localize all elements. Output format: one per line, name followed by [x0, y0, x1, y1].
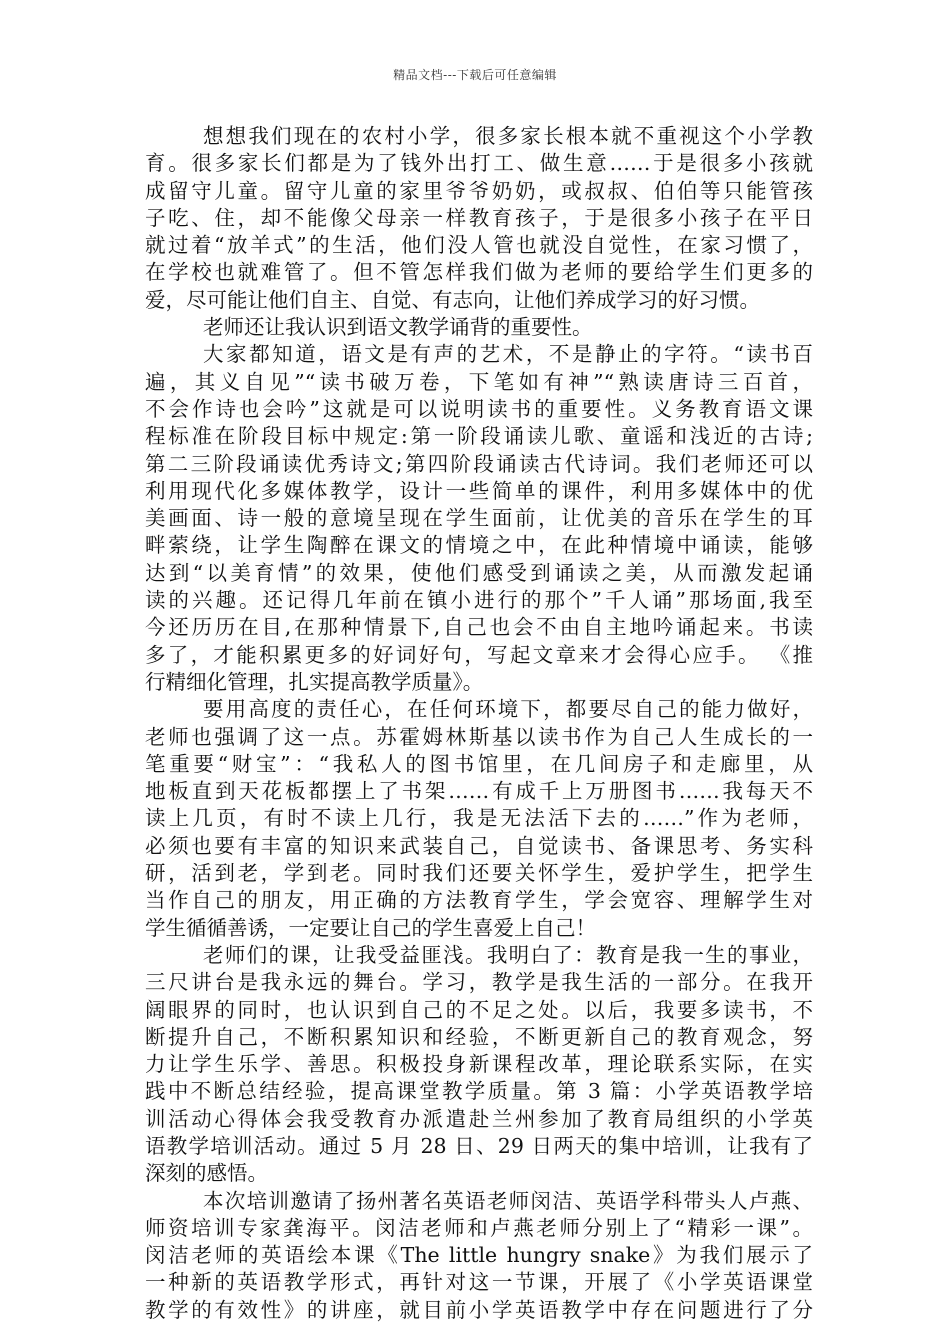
text-line: 遍，其义自见”“读书破万卷，下笔如有神”“熟读唐诗三百首，	[145, 369, 813, 394]
text-line: 读的兴趣。还记得几年前在镇小进行的那个”千人诵”那场面,我至	[145, 588, 813, 613]
text-line: 研，活到老，学到老。同时我们还要关怀学生，爱护学生，把学生	[145, 861, 813, 886]
text-line: 达到“以美育情”的效果，使他们感受到诵读之美，从而激发起诵	[145, 560, 813, 585]
text-line: 大家都知道，语文是有声的艺术，不是静止的字符。“读书百	[203, 342, 813, 367]
text-line: 训活动心得体会我受教育办派遣赴兰州参加了教育局组织的小学英	[145, 1106, 813, 1131]
text-line: 当作自己的朋友，用正确的方法教育学生，学会宽容、理解学生对	[145, 888, 813, 913]
document-body	[145, 123, 813, 1324]
text-line: 地板直到天花板都摆上了书架……有成千上万册图书……我每天不	[145, 779, 813, 804]
text-line: 阔眼界的同时，也认识到自己的不足之处。以后，我要多读书，不	[145, 997, 813, 1022]
text-line: 爱，尽可能让他们自主、自觉、有志向，让他们养成学习的好习惯。	[145, 287, 760, 312]
text-line: 教学的有效性》的讲座，就目前小学英语教学中存在问题进行了分	[145, 1297, 813, 1322]
text-line: 子吃、住，却不能像父母亲一样教育孩子，于是很多小孩子在平日	[145, 205, 813, 230]
text-line: 师资培训专家龚海平。闵洁老师和卢燕老师分别上了“精彩一课”。	[145, 1215, 813, 1240]
text-line: 老师们的课，让我受益匪浅。我明白了：教育是我一生的事业，	[203, 942, 813, 967]
page-header: 精品文档---下载后可任意编辑	[393, 68, 557, 82]
text-line: 育。很多家长们都是为了钱外出打工、做生意……于是很多小孩就	[145, 151, 813, 176]
text-line: 必须也要有丰富的知识来武装自己，自觉读书、备课思考、务实科	[145, 833, 813, 858]
text-line: 想想我们现在的农村小学，很多家长根本就不重视这个小学教	[203, 124, 813, 148]
text-line: 要用高度的责任心，在任何环境下，都要尽自己的能力做好，	[203, 697, 813, 722]
text-line: 利用现代化多媒体教学，设计一些简单的课件，利用多媒体中的优	[145, 478, 813, 503]
text-line: 老师也强调了这一点。苏霍姆林斯基以读书作为自己人生成长的一	[145, 724, 813, 749]
text-line: 笔重要“财宝”：“我私人的图书馆里，在几间房子和走廊里，从	[145, 751, 813, 776]
text-line: 学生循循善诱，一定要让自己的学生喜爱上自己！	[145, 915, 596, 940]
text-line: 读上几页，有时不读上几行，我是无法活下去的……”作为老师，	[145, 806, 813, 831]
text-line: 一种新的英语教学形式，再针对这一节课，开展了《小学英语课堂	[145, 1270, 813, 1295]
text-line: 成留守儿童。留守儿童的家里爷爷奶奶，或叔叔、伯伯等只能管孩	[145, 178, 813, 203]
text-line: 本次培训邀请了扬州著名英语老师闵洁、英语学科带头人卢燕、	[203, 1188, 813, 1213]
text-line: 美画面、诗一般的意境呈现在学生面前，让优美的音乐在学生的耳	[145, 506, 813, 531]
text-line: 第二三阶段诵读优秀诗文;第四阶段诵读古代诗词。我们老师还可以	[145, 451, 813, 476]
text-line: 老师还让我认识到语文教学诵背的重要性。	[203, 315, 593, 340]
text-line: 行精细化管理，扎实提高教学质量》。	[145, 669, 484, 694]
text-line: 今还历历在目,在那种情景下,自己也会不由自主地吟诵起来。书读	[145, 615, 813, 640]
text-line: 语教学培训活动。通过 5 月 28 日、29 日两天的集中培训，让我有了	[145, 1133, 813, 1158]
text-line: 断提升自己，不断积累知识和经验，不断更新自己的教育观念，努	[145, 1024, 813, 1049]
text-line: 在学校也就难管了。但不管怎样我们做为老师的要给学生们更多的	[145, 260, 813, 285]
text-line: 不会作诗也会吟”这就是可以说明读书的重要性。义务教育语文课	[145, 396, 813, 421]
text-line: 力让学生乐学、善思。积极投身新课程改革，理论联系实际，在实	[145, 1052, 813, 1077]
text-line: 深刻的感悟。	[145, 1161, 268, 1186]
text-line: 多了，才能积累更多的好词好句，写起文章来才会得心应手。 《推	[145, 642, 813, 667]
text-line: 程标准在阶段目标中规定:第一阶段诵读儿歌、童谣和浅近的古诗;	[145, 424, 813, 449]
text-line: 践中不断总结经验，提高课堂教学质量。第 3 篇：小学英语教学培	[145, 1079, 813, 1104]
text-line: 畔萦绕，让学生陶醉在课文的情境之中，在此种情境中诵读，能够	[145, 533, 813, 558]
text-line: 就过着“放羊式”的生活，他们没人管也就没自觉性，在家习惯了，	[145, 233, 813, 258]
text-line: 闵洁老师的英语绘本课《The little hungry snake》为我们展示了	[145, 1243, 813, 1268]
text-line: 三尺讲台是我永远的舞台。学习，教学是我生活的一部分。在我开	[145, 970, 813, 995]
